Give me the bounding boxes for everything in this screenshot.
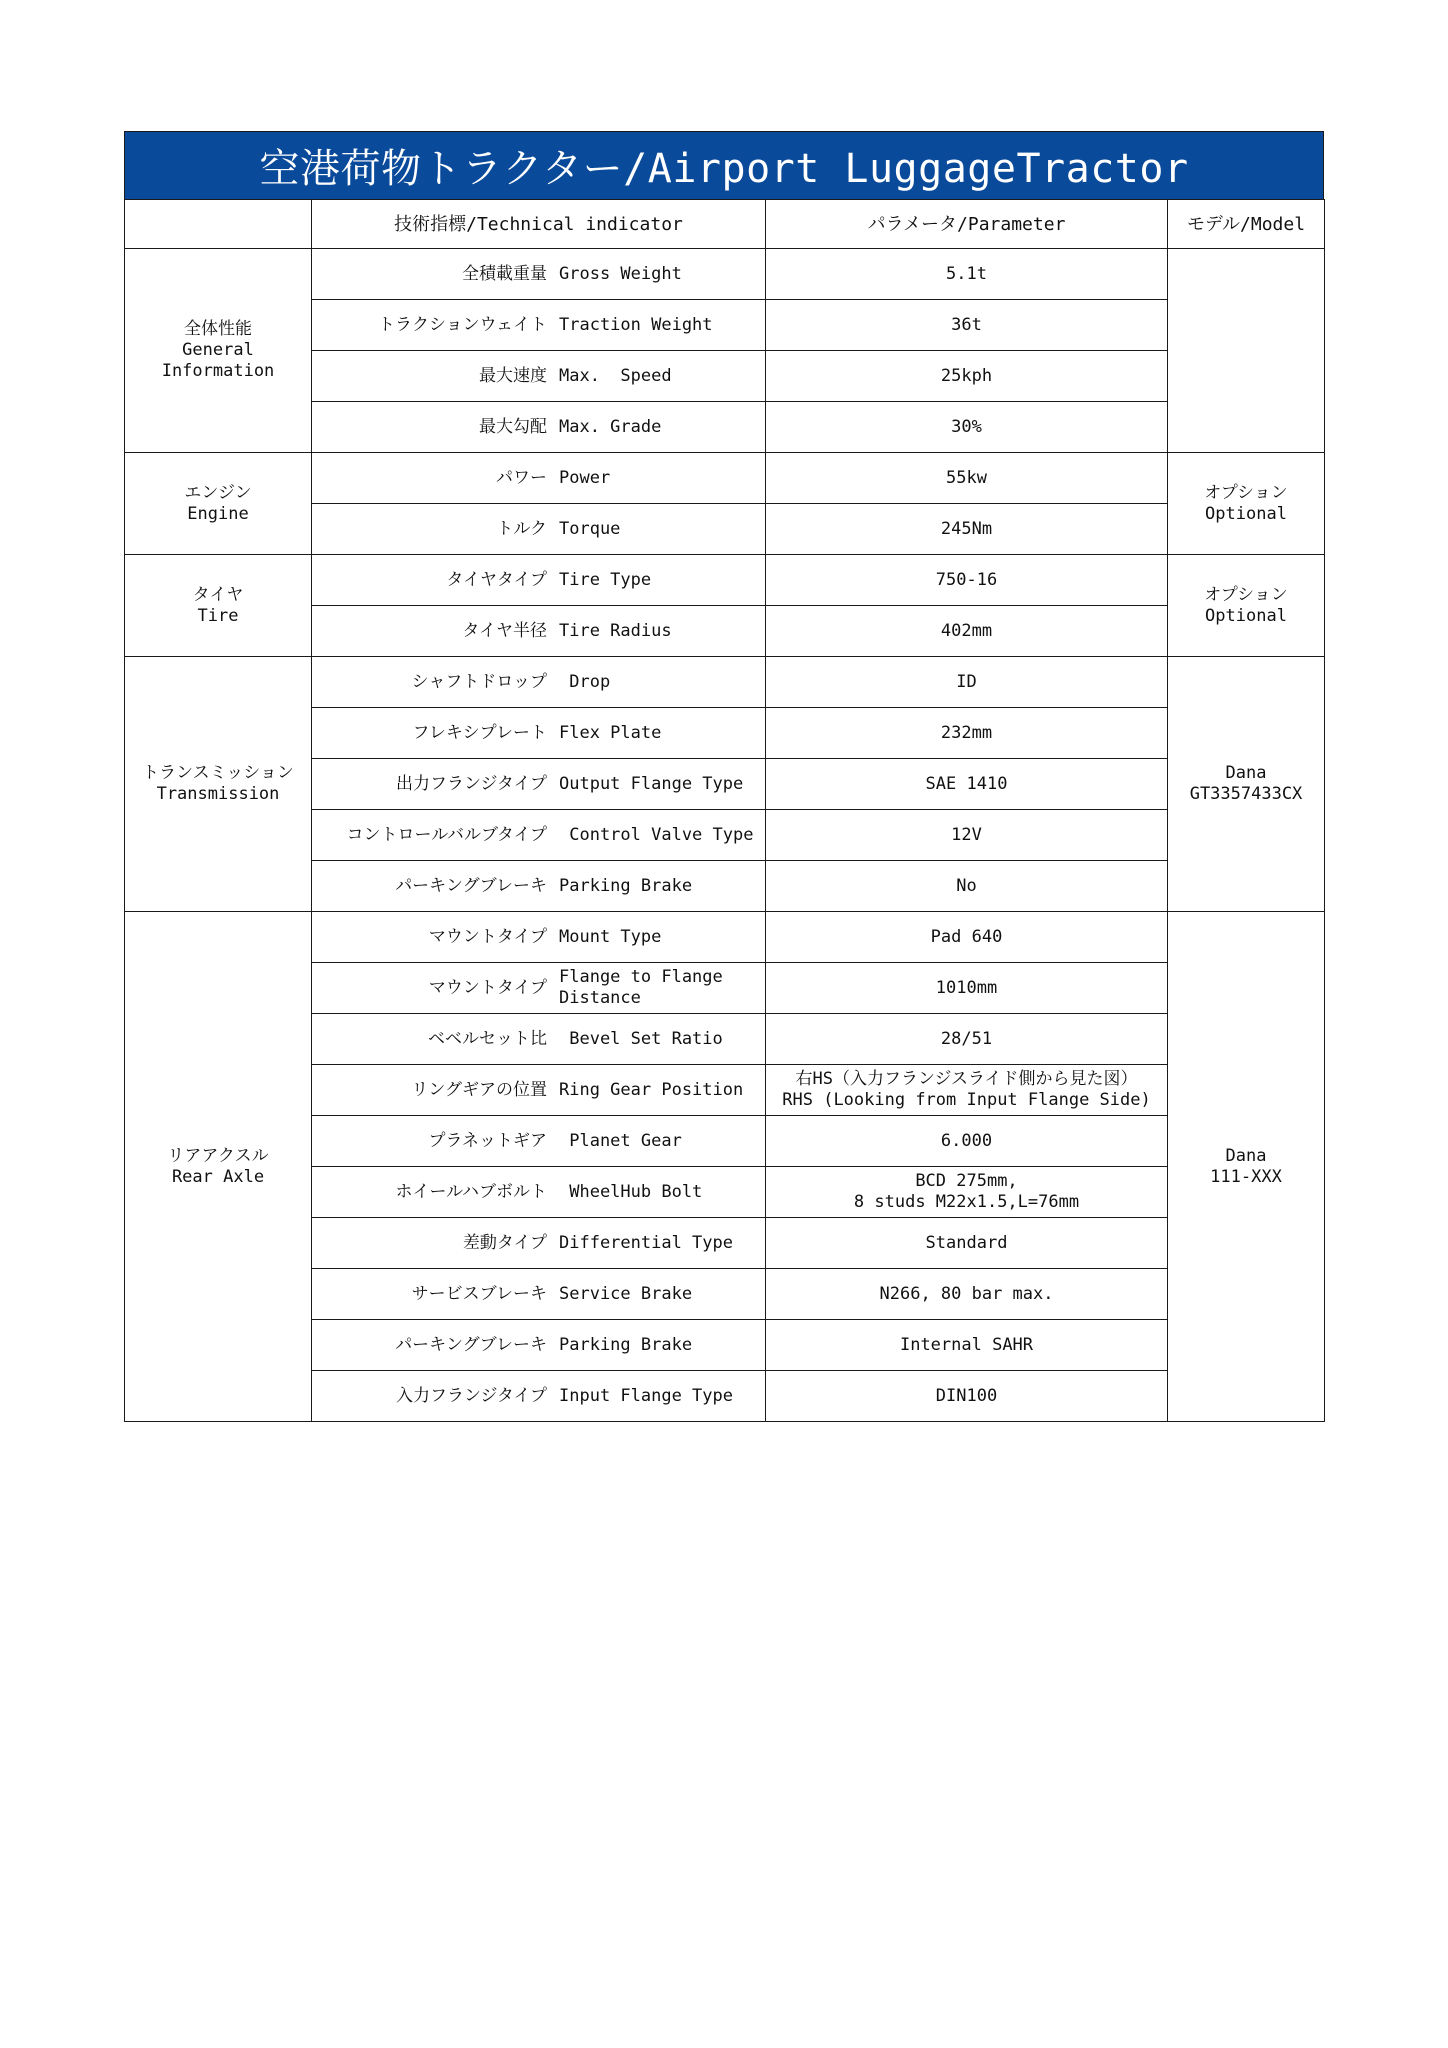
indicator-cell — [312, 402, 766, 453]
parameter-cell — [766, 453, 1168, 504]
parameter-value: Pad 640 — [930, 926, 1003, 947]
group-label-en: Information — [161, 361, 275, 381]
indicator-en: Service Brake — [559, 1283, 693, 1304]
spec-table — [124, 199, 1325, 1422]
group-cell — [125, 249, 312, 453]
group-label-en: Tire — [197, 605, 239, 626]
parameter-value: 8 studs M22x1.5,L=76mm — [853, 1192, 1080, 1212]
indicator-jp: タイヤタイプ — [446, 569, 547, 590]
group-label-jp: 全体性能 — [184, 319, 252, 339]
indicator-en: Mount Type — [559, 926, 662, 947]
indicator-jp: 最大速度 — [479, 365, 547, 386]
indicator-jp: 差動タイプ — [462, 1232, 547, 1253]
indicator-jp: 全積載重量 — [462, 263, 547, 284]
indicator-en: Gross Weight — [559, 263, 682, 284]
indicator-cell — [312, 1065, 766, 1116]
parameter-cell — [766, 1371, 1168, 1422]
parameter-value: DIN100 — [935, 1385, 998, 1406]
indicator-jp: 入力フランジタイプ — [395, 1385, 547, 1406]
parameter-cell — [766, 1065, 1168, 1116]
indicator-wrap — [312, 555, 765, 605]
parameter-value: 12V — [951, 824, 982, 845]
indicator-cell — [312, 300, 766, 351]
indicator-en: Input Flange Type — [559, 1385, 733, 1406]
indicator-cell — [312, 1320, 766, 1371]
parameter-cell — [766, 861, 1168, 912]
indicator-cell — [312, 861, 766, 912]
indicator-en: Max. Grade — [559, 416, 662, 437]
indicator-wrap — [312, 657, 765, 707]
indicator-wrap — [312, 402, 765, 452]
parameter-value: 750-16 — [935, 569, 998, 590]
table-header-row — [125, 200, 1325, 249]
indicator-cell — [312, 912, 766, 963]
model-value: Dana — [1225, 763, 1267, 783]
indicator-wrap — [312, 708, 765, 758]
parameter-cell — [766, 810, 1168, 861]
group-cell — [125, 555, 312, 657]
indicator-jp: ホイールハブボルト — [395, 1181, 547, 1202]
parameter-cell — [766, 504, 1168, 555]
indicator-en: Ring Gear Position — [559, 1079, 744, 1100]
table-row — [125, 555, 1325, 606]
group-cell — [125, 657, 312, 912]
group-label-en: Transmission — [156, 784, 280, 804]
model-cell — [1168, 249, 1325, 453]
indicator-cell — [312, 810, 766, 861]
indicator-cell — [312, 453, 766, 504]
parameter-cell — [766, 1218, 1168, 1269]
table-row — [125, 657, 1325, 708]
indicator-jp: コントロールバルブタイプ — [346, 824, 547, 845]
indicator-jp: トルク — [496, 518, 547, 539]
indicator-wrap — [312, 300, 765, 350]
header-blank-cell — [125, 200, 312, 249]
model-value: Optional — [1205, 605, 1287, 626]
parameter-cell — [766, 1269, 1168, 1320]
parameter-value: 28/51 — [940, 1028, 993, 1049]
parameter-cell — [766, 606, 1168, 657]
indicator-wrap — [312, 1065, 765, 1115]
indicator-en: Power — [559, 467, 611, 488]
indicator-wrap — [312, 1218, 765, 1268]
group-label-en: Rear Axle — [171, 1166, 265, 1187]
model-value: Dana — [1225, 1145, 1267, 1166]
parameter-cell — [766, 1320, 1168, 1371]
indicator-wrap — [312, 1167, 765, 1217]
indicator-en: Parking Brake — [559, 875, 693, 896]
indicator-jp: 出力フランジタイプ — [395, 773, 547, 794]
parameter-value: Standard — [925, 1232, 1008, 1253]
indicator-en: Tire Radius — [559, 620, 672, 641]
indicator-jp: シャフトドロップ — [411, 671, 547, 692]
indicator-cell — [312, 1014, 766, 1065]
indicator-jp: マウントタイプ — [428, 977, 547, 998]
parameter-value: 55kw — [946, 467, 987, 488]
indicator-cell — [312, 606, 766, 657]
indicator-en: Bevel Set Ratio — [559, 1028, 723, 1049]
indicator-wrap — [312, 759, 765, 809]
parameter-cell — [766, 351, 1168, 402]
parameter-cell — [766, 300, 1168, 351]
parameter-value: 245Nm — [940, 518, 993, 539]
model-cell — [1168, 555, 1325, 657]
group-label-jp: トランスミッション — [142, 763, 294, 783]
indicator-cell — [312, 1116, 766, 1167]
parameter-value: Internal SAHR — [899, 1334, 1034, 1355]
spec-sheet — [124, 131, 1324, 1422]
model-value: GT3357433CX — [1189, 784, 1303, 804]
indicator-en: Max. Speed — [559, 365, 672, 386]
indicator-wrap — [312, 1116, 765, 1166]
parameter-cell — [766, 759, 1168, 810]
indicator-en: Planet Gear — [559, 1130, 682, 1151]
indicator-jp: ベベルセット比 — [428, 1028, 547, 1049]
parameter-value: 36t — [951, 314, 982, 335]
parameter-cell — [766, 1116, 1168, 1167]
group-cell — [125, 453, 312, 555]
document-title: 空港荷物トラクター/Airport LuggageTractor — [124, 131, 1324, 199]
indicator-wrap — [312, 1371, 765, 1421]
indicator-cell — [312, 1167, 766, 1218]
indicator-wrap — [312, 1269, 765, 1319]
table-row — [125, 453, 1325, 504]
indicator-en: Traction Weight — [559, 314, 713, 335]
indicator-wrap — [312, 606, 765, 656]
group-label-en: General — [182, 340, 254, 360]
parameter-value: 5.1t — [946, 263, 987, 284]
indicator-cell — [312, 249, 766, 300]
parameter-value: 402mm — [940, 620, 993, 641]
parameter-value: RHS (Looking from Input Flange Side) — [782, 1090, 1151, 1110]
parameter-cell — [766, 912, 1168, 963]
model-value: オプション — [1204, 482, 1288, 503]
indicator-en: Flex Plate — [559, 722, 662, 743]
indicator-cell — [312, 657, 766, 708]
indicator-cell — [312, 1218, 766, 1269]
header-indicator: 技術指標/Technical indicator — [312, 200, 766, 249]
header-parameter: パラメータ/Parameter — [766, 200, 1168, 249]
indicator-cell — [312, 555, 766, 606]
indicator-jp: 最大勾配 — [479, 416, 547, 437]
indicator-en: Parking Brake — [559, 1334, 693, 1355]
indicator-wrap — [312, 249, 765, 299]
indicator-cell — [312, 1371, 766, 1422]
model-value: オプション — [1204, 584, 1288, 605]
indicator-cell — [312, 708, 766, 759]
indicator-en: Tire Type — [559, 569, 652, 590]
group-cell — [125, 912, 312, 1422]
indicator-jp: パーキングブレーキ — [395, 1334, 547, 1355]
indicator-en: Differential Type — [559, 1232, 733, 1253]
parameter-value: N266, 80 bar max. — [879, 1283, 1054, 1304]
parameter-cell — [766, 1167, 1168, 1218]
header-model: モデル/Model — [1168, 200, 1325, 249]
model-cell — [1168, 912, 1325, 1422]
table-row — [125, 249, 1325, 300]
table-row — [125, 912, 1325, 963]
group-label-jp: タイヤ — [192, 584, 244, 605]
indicator-jp: マウントタイプ — [428, 926, 547, 947]
group-label-jp: リアアクスル — [167, 1145, 269, 1166]
indicator-cell — [312, 504, 766, 555]
indicator-en: Torque — [559, 518, 621, 539]
parameter-value: SAE 1410 — [925, 773, 1008, 794]
group-label-en: Engine — [187, 503, 249, 524]
parameter-value: BCD 275mm, — [915, 1171, 1018, 1191]
parameter-cell — [766, 1014, 1168, 1065]
indicator-cell — [312, 351, 766, 402]
indicator-jp: トラクションウェイト — [378, 314, 547, 335]
indicator-jp: フレキシプレート — [412, 722, 547, 743]
indicator-cell — [312, 963, 766, 1014]
indicator-en: Flange to Flange Distance — [559, 967, 723, 1008]
indicator-en: WheelHub Bolt — [559, 1181, 703, 1202]
indicator-wrap — [312, 963, 765, 1013]
parameter-value: 232mm — [940, 722, 993, 743]
indicator-wrap — [312, 1014, 765, 1064]
model-cell — [1168, 657, 1325, 912]
model-value: 111-XXX — [1210, 1166, 1282, 1187]
parameter-value: 25kph — [940, 365, 993, 386]
indicator-cell — [312, 759, 766, 810]
indicator-wrap — [312, 504, 765, 554]
model-value: Optional — [1205, 503, 1287, 524]
indicator-wrap — [312, 1320, 765, 1370]
indicator-cell — [312, 1269, 766, 1320]
parameter-value: No — [956, 875, 977, 896]
indicator-jp: タイヤ半径 — [462, 620, 547, 641]
indicator-jp: サービスブレーキ — [411, 1283, 547, 1304]
parameter-cell — [766, 963, 1168, 1014]
model-cell — [1168, 453, 1325, 555]
indicator-jp: パーキングブレーキ — [395, 875, 547, 896]
parameter-value: 1010mm — [935, 977, 998, 998]
indicator-en: Control Valve Type — [559, 824, 754, 845]
parameter-value: 右HS（入力フランジスライド側から見た図） — [795, 1069, 1138, 1089]
parameter-value: 30% — [951, 416, 982, 437]
indicator-en: Drop — [559, 671, 611, 692]
indicator-jp: パワー — [496, 467, 547, 488]
indicator-wrap — [312, 912, 765, 962]
parameter-cell — [766, 402, 1168, 453]
parameter-cell — [766, 708, 1168, 759]
group-label-jp: エンジン — [184, 482, 252, 503]
indicator-wrap — [312, 861, 765, 911]
indicator-jp: リングギアの位置 — [411, 1079, 547, 1100]
parameter-cell — [766, 249, 1168, 300]
parameter-value: ID — [956, 671, 977, 692]
indicator-en: Output Flange Type — [559, 773, 744, 794]
indicator-jp: プラネットギア — [428, 1130, 547, 1151]
indicator-wrap — [312, 351, 765, 401]
indicator-wrap — [312, 453, 765, 503]
indicator-wrap — [312, 810, 765, 860]
parameter-cell — [766, 657, 1168, 708]
parameter-cell — [766, 555, 1168, 606]
parameter-value: 6.000 — [940, 1130, 993, 1151]
